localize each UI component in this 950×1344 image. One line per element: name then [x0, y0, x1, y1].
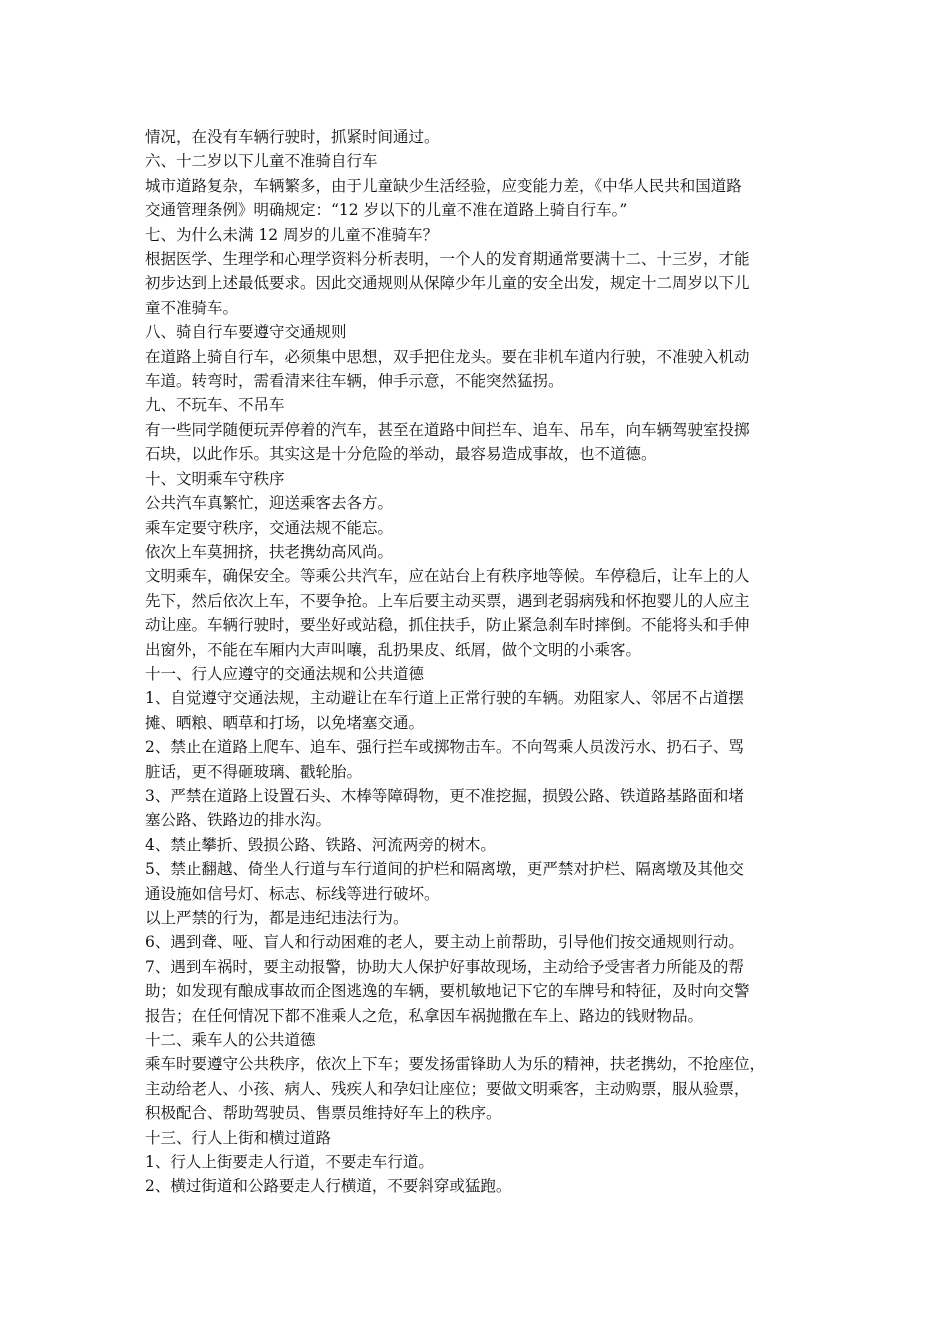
text-line: 积极配合、帮助驾驶员、售票员维持好车上的秩序。 — [145, 1104, 502, 1123]
paragraph — [145, 174, 815, 223]
paragraph — [145, 320, 815, 344]
text-line: 城市道路复杂，车辆繁多，由于儿童缺少生活经验，应变能力差，《中华人民共和国道路 — [145, 176, 742, 195]
text-line: 主动给老人、小孩、病人、残疾人和孕妇让座位；要做文明乘客，主动购票，服从验票， — [145, 1079, 750, 1098]
text-line: 1、行人上街要走人行道，不要走车行道。 — [145, 1153, 434, 1172]
text-line: 通设施如信号灯、标志、标线等进行破坏。 — [145, 884, 440, 903]
text-line: 十、文明乘车守秩序 — [145, 469, 285, 488]
paragraph — [145, 1174, 815, 1198]
paragraph — [145, 149, 815, 173]
paragraph — [145, 125, 815, 149]
text-line: 公共汽车真繁忙，迎送乘客去各方。 — [145, 494, 394, 513]
text-line: 先下，然后依次上车，不要争抢。上车后要主动买票，遇到老弱病残和怀抱婴儿的人应主 — [145, 591, 750, 610]
text-line: 十二、乘车人的公共道德 — [145, 1031, 316, 1050]
paragraph — [145, 833, 815, 857]
text-line: 八、骑自行车要遵守交通规则 — [145, 323, 347, 342]
paragraph — [145, 686, 815, 735]
text-line: 脏话，更不得砸玻璃、戳轮胎。 — [145, 762, 363, 781]
paragraph — [145, 491, 815, 515]
text-line: 初步达到上述最低要求。因此交通规则从保障少年儿童的安全出发，规定十二周岁以下儿 — [145, 274, 750, 293]
text-line: 七、为什么未满 12 周岁的儿童不准骑车？ — [145, 225, 439, 244]
text-line: 车道。转弯时，需看清来往车辆，伸手示意，不能突然猛拐。 — [145, 372, 564, 391]
paragraph — [145, 662, 815, 686]
text-line: 根据医学、生理学和心理学资料分析表明，一个人的发育期通常要满十二、十三岁，才能 — [145, 250, 750, 269]
text-line: 六、十二岁以下儿童不准骑自行车 — [145, 152, 378, 171]
paragraph — [145, 1126, 815, 1150]
text-line: 助；如发现有酿成事故而企图逃逸的车辆，要机敏地记下它的车牌号和特征，及时向交警 — [145, 982, 750, 1001]
paragraph — [145, 784, 815, 833]
text-line: 在道路上骑自行车，必须集中思想，双手把住龙头。要在非机车道内行驶，不准驶入机动 — [145, 347, 750, 366]
text-line: 十一、行人应遵守的交通法规和公共道德 — [145, 664, 425, 683]
paragraph — [145, 1150, 815, 1174]
text-line: 塞公路、铁路边的排水沟。 — [145, 811, 332, 830]
text-line: 3、严禁在道路上设置石头、木棒等障碍物，更不准挖掘，损毁公路、铁道路基路面和堵 — [145, 786, 744, 805]
text-line: 摊、晒粮、晒草和打场，以免堵塞交通。 — [145, 713, 425, 732]
paragraph — [145, 540, 815, 564]
text-line: 2、禁止在道路上爬车、追车、强行拦车或掷物击车。不向驾乘人员泼污水、扔石子、骂 — [145, 738, 744, 757]
paragraph — [145, 735, 815, 784]
text-line: 2、横过街道和公路要走人行横道，不要斜穿或猛跑。 — [145, 1177, 512, 1196]
paragraph — [145, 247, 815, 320]
paragraph — [145, 1028, 815, 1052]
text-line: 乘车时要遵守公共秩序，依次上下车；要发扬雷锋助人为乐的精神，扶老携幼，不抢座位， — [145, 1055, 766, 1074]
paragraph — [145, 955, 815, 1028]
text-line: 以上严禁的行为，都是违纪违法行为。 — [145, 909, 409, 927]
paragraph — [145, 393, 815, 417]
text-line: 5、禁止翻越、倚坐人行道与车行道间的护栏和隔离墩，更严禁对护栏、隔离墩及其他交 — [145, 860, 744, 879]
text-line: 1、自觉遵守交通法规，主动避让在车行道上正常行驶的车辆。劝阻家人、邻居不占道摆 — [145, 689, 744, 708]
paragraph — [145, 1052, 815, 1125]
text-line: 7、遇到车祸时，要主动报警，协助大人保护好事故现场，主动给予受害者力所能及的帮 — [145, 957, 744, 976]
paragraph — [145, 467, 815, 491]
text-line: 动让座。车辆行驶时，要坐好或站稳，抓住扶手，防止紧急刹车时摔倒。不能将头和手伸 — [145, 616, 750, 635]
document-body — [145, 125, 815, 1199]
text-line: 十三、行人上街和横过道路 — [145, 1128, 332, 1147]
paragraph — [145, 906, 815, 930]
text-line: 童不准骑车。 — [145, 298, 239, 317]
text-line: 4、禁止攀折、毁损公路、铁路、河流两旁的树木。 — [145, 835, 496, 854]
text-line: 交通管理条例》明确规定：“12 岁以下的儿童不准在道路上骑自行车。” — [145, 201, 628, 220]
text-line: 依次上车莫拥挤，扶老携幼高风尚。 — [145, 542, 394, 561]
paragraph — [145, 345, 815, 394]
text-line: 报告；在任何情况下都不准乘人之危，私拿因车祸抛撒在车上、路边的钱财物品。 — [145, 1006, 704, 1025]
text-line: 情况，在没有车辆行驶时，抓紧时间通过。 — [145, 128, 440, 146]
text-line: 出窗外，不能在车厢内大声叫嚷，乱扔果皮、纸屑，做个文明的小乘客。 — [145, 640, 642, 659]
text-line: 乘车定要守秩序，交通法规不能忘。 — [145, 518, 394, 537]
paragraph — [145, 857, 815, 906]
text-line: 有一些同学随便玩弄停着的汽车，甚至在道路中间拦车、追车、吊车，向车辆驾驶室投掷 — [145, 420, 750, 439]
text-line: 6、遇到聋、哑、盲人和行动困难的老人，要主动上前帮助，引导他们按交通规则行动。 — [145, 933, 744, 952]
paragraph — [145, 223, 815, 247]
paragraph — [145, 930, 815, 954]
text-line: 石块，以此作乐。其实这是十分危险的举动，最容易造成事故，也不道德。 — [145, 445, 657, 464]
text-line: 九、不玩车、不吊车 — [145, 396, 285, 415]
paragraph — [145, 418, 815, 467]
paragraph — [145, 564, 815, 662]
text-line: 文明乘车，确保安全。等乘公共汽车，应在站台上有秩序地等候。车停稳后，让车上的人 — [145, 567, 750, 586]
paragraph — [145, 516, 815, 540]
